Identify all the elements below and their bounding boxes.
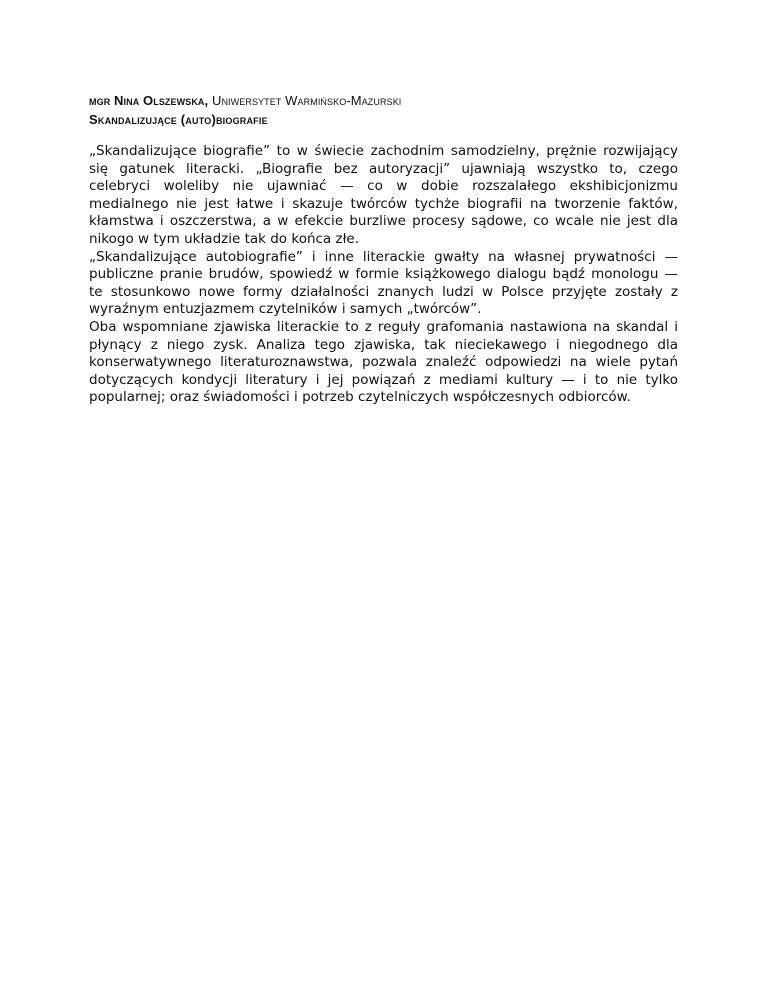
author-name: mgr Nina Olszewska, bbox=[89, 93, 209, 108]
paragraph-1: „Skandalizujące biografie” to w świecie zachodnim samodzielny, prężnie rozwijający się gatunek literacki. „Biografie bez autoryzacji” ujawniają wszystko to, czego celebryci woleliby nie ujawniać — co w dobie rozszalałego ekshibicjonizmu medialnego nie jest łatwe i skazuje twórców tychże biografii na tworzenie faktów, kłamstwa i oszczerstwa, a w efekcie burzliwe procesy sądowe, co wcale nie jest dla nikogo w tym układzie tak do końca złe. bbox=[89, 143, 678, 247]
document-title: Skandalizujące (auto)biografie bbox=[89, 112, 268, 127]
author-affiliation: Uniwersytet Warmińsko-Mazurski bbox=[211, 93, 402, 108]
document-page bbox=[89, 91, 678, 407]
author-line bbox=[89, 91, 678, 110]
paragraph-3: Oba wspomniane zjawiska literackie to z reguły grafomania nastawiona na skandal i płynący z niego zysk. Analiza tego zjawiska, tak nieciekawego i niegodnego dla konserwatywnego literaturoznawstwa, pozwala znaleźć odpowiedzi na wiele pytań dotyczących kondycji literatury i jej powiązań z mediami kultury — i to nie tylko popularnej; oraz świadomości i potrzeb czytelniczych współczesnych odbiorców. bbox=[89, 318, 678, 406]
paragraph-2: „Skandalizujące autobiografie” i inne literackie gwałty na własnej prywatności — publiczne pranie brudów, spowiedź w formie książkowego dialogu bądź monologu — te stosunkowo nowe formy działalności znanych ludzi w Polsce przyjęte zostały z wyraźnym entuzjazmem czytelników i samych „twórców”. bbox=[89, 248, 678, 318]
